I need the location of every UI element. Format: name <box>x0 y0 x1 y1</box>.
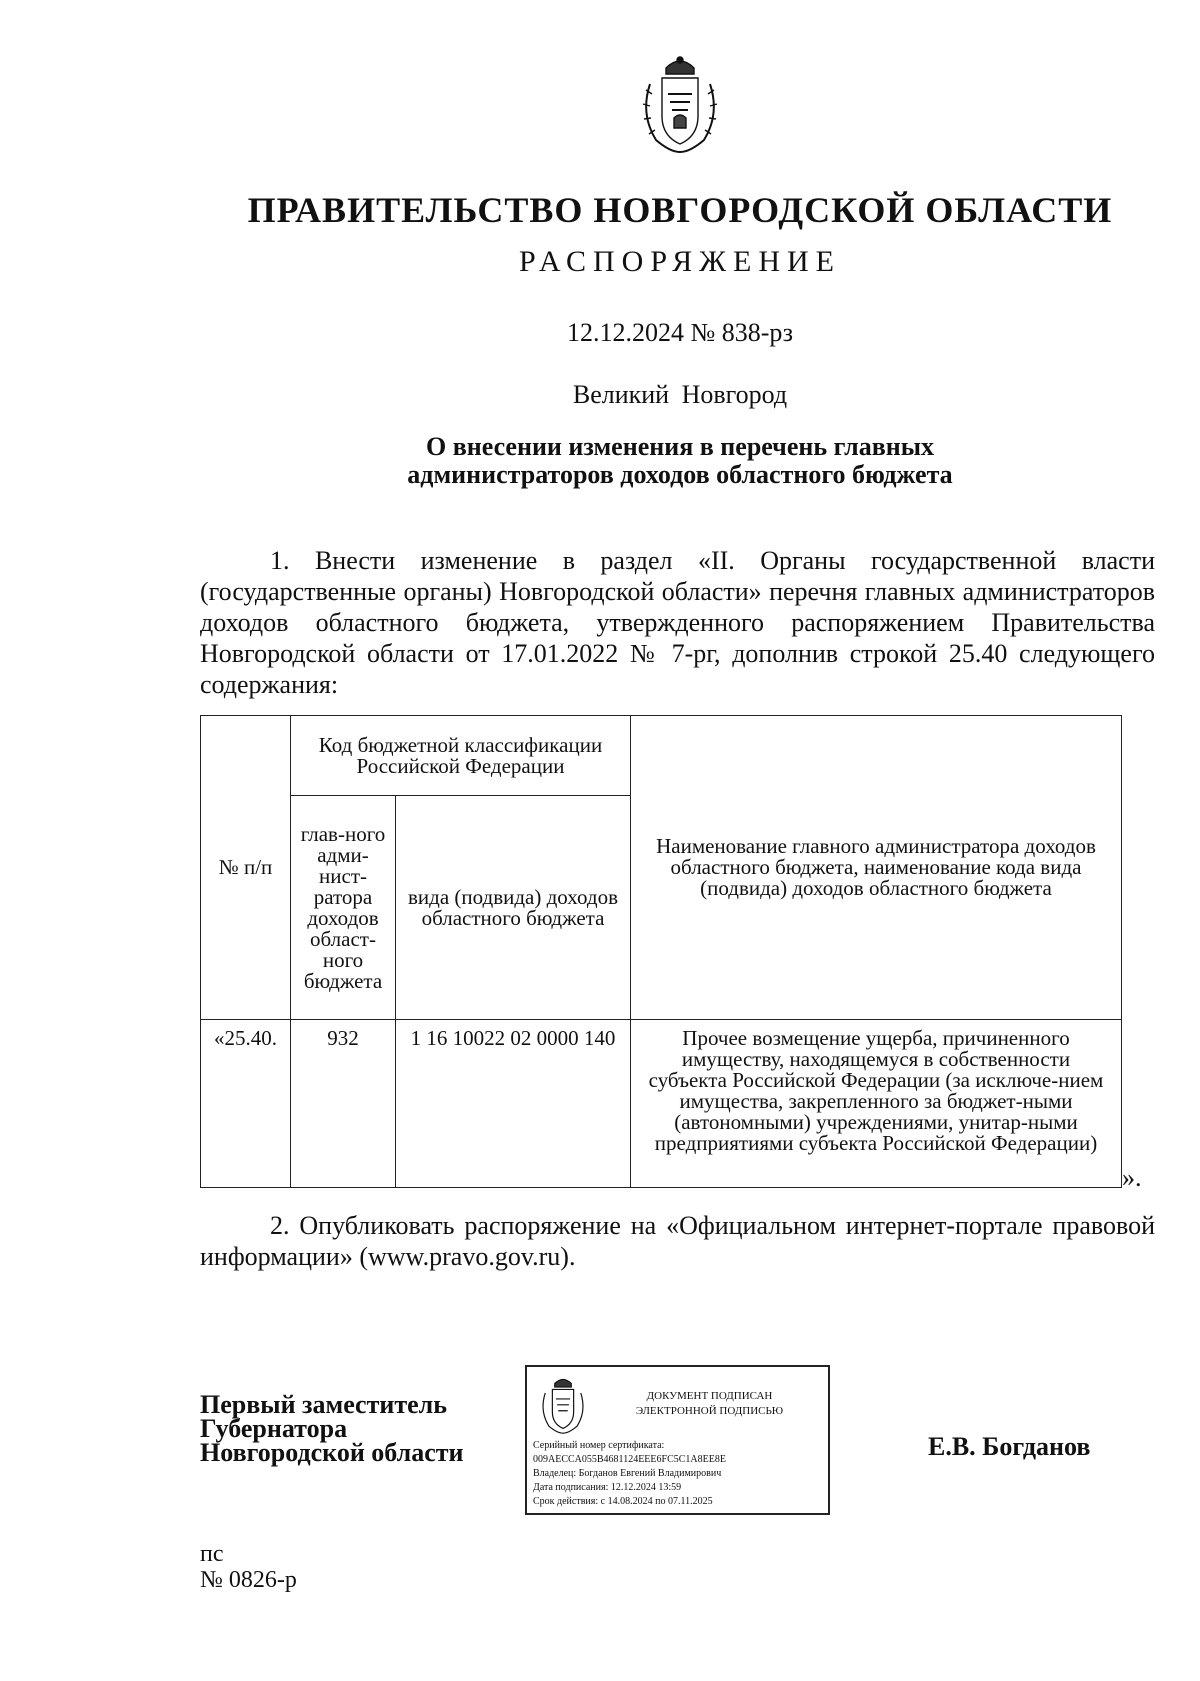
subject <box>0 433 1200 489</box>
stamp-sign-date: Дата подписания: 12.12.2024 13:59 <box>533 1482 682 1493</box>
cell-admin: 932 <box>291 1020 396 1188</box>
paragraph-1 <box>200 545 1155 700</box>
signer-position-line-1: Первый заместитель <box>200 1390 447 1419</box>
city: Великий Новгород <box>572 380 788 409</box>
government-title: ПРАВИТЕЛЬСТВО НОВГОРОДСКОЙ ОБЛАСТИ <box>247 190 1113 230</box>
signer-name: Е.В. Богданов <box>928 1432 1091 1461</box>
paragraph-2 <box>200 1210 1155 1272</box>
document-type: РАСПОРЯЖЕНИЕ <box>518 245 842 278</box>
header-cell-name: Наименование главного администратора доходов областного бюджета, наименование кода вида (подвида) доходов областного бюджета <box>631 716 1122 1020</box>
cell-name: Прочее возмещение ущерба, причиненного имуществу, находящемуся в собственности субъекта Российской Федерации (за исключе-нием имущества, закрепленного за бюджет-ными (автономными) учреждениями, унитар-ными предприятиями субъекта Российской Федерации) <box>631 1020 1122 1188</box>
closing-quote: ». <box>1122 1163 1142 1192</box>
signer-position <box>200 1390 464 1467</box>
stamp-details <box>533 1439 726 1509</box>
table-row <box>201 1020 1122 1188</box>
header-cell-num: № п/п <box>201 716 291 1020</box>
stamp-validity: Срок действия: с 14.08.2024 по 07.11.2025 <box>533 1496 713 1507</box>
coat-of-arms-icon <box>636 54 724 158</box>
stamp-owner: Владелец: Богданов Евгений Владимирович <box>533 1468 722 1479</box>
paragraph-1-text: 1. Внести изменение в раздел «II. Органы государственной власти (государственные органы) Новгородской области» перечня главных администраторов доходов областного бюджета, утвержденного распоряжением Правительства Новгородской области от 17.01.2022 № 7-рг, дополнив строкой 25.40 следующего содержания: <box>200 546 1155 699</box>
signer-position-line-3: Новгородской области <box>200 1438 464 1467</box>
stamp-cert-label: Серийный номер сертификата: <box>533 1440 665 1451</box>
kbk-table <box>200 715 1122 1188</box>
subject-line-1: О внесении изменения в перечень главных <box>425 432 935 461</box>
stamp-header <box>597 1389 822 1419</box>
stamp-header-line-2: ЭЛЕКТРОННОЙ ПОДПИСЬЮ <box>635 1405 784 1417</box>
header-cell-kbk: Код бюджетной классификации Российской Федерации <box>291 716 631 796</box>
subject-line-2: администраторов доходов областного бюджета <box>407 460 953 489</box>
signer-position-line-2: Губернатора <box>200 1414 348 1443</box>
header-cell-kind: вида (подвида) доходов областного бюджета <box>396 796 631 1020</box>
cell-kind: 1 16 10022 02 0000 140 <box>396 1020 631 1188</box>
header-cell-admin: глав-ного адми-нист-ратора доходов област-ного бюджета <box>291 796 396 1020</box>
stamp-cert-number: 009AECCA055B4681124EEE6FC5C1A8EE8E <box>533 1454 726 1465</box>
cell-num: «25.40. <box>201 1020 291 1188</box>
footer-initials: пс <box>200 1541 224 1567</box>
stamp-header-line-1: ДОКУМЕНТ ПОДПИСАН <box>646 1390 773 1402</box>
footer-number: № 0826-р <box>200 1567 297 1593</box>
electronic-signature-stamp <box>525 1365 830 1515</box>
date-number: 12.12.2024 № 838-рз <box>566 318 794 347</box>
stamp-emblem-icon <box>537 1375 589 1437</box>
paragraph-2-text: 2. Опубликовать распоряжение на «Официальном интернет-портале правовой информации» (www.pravo.gov.ru). <box>200 1211 1155 1271</box>
footer-code <box>200 1541 297 1593</box>
